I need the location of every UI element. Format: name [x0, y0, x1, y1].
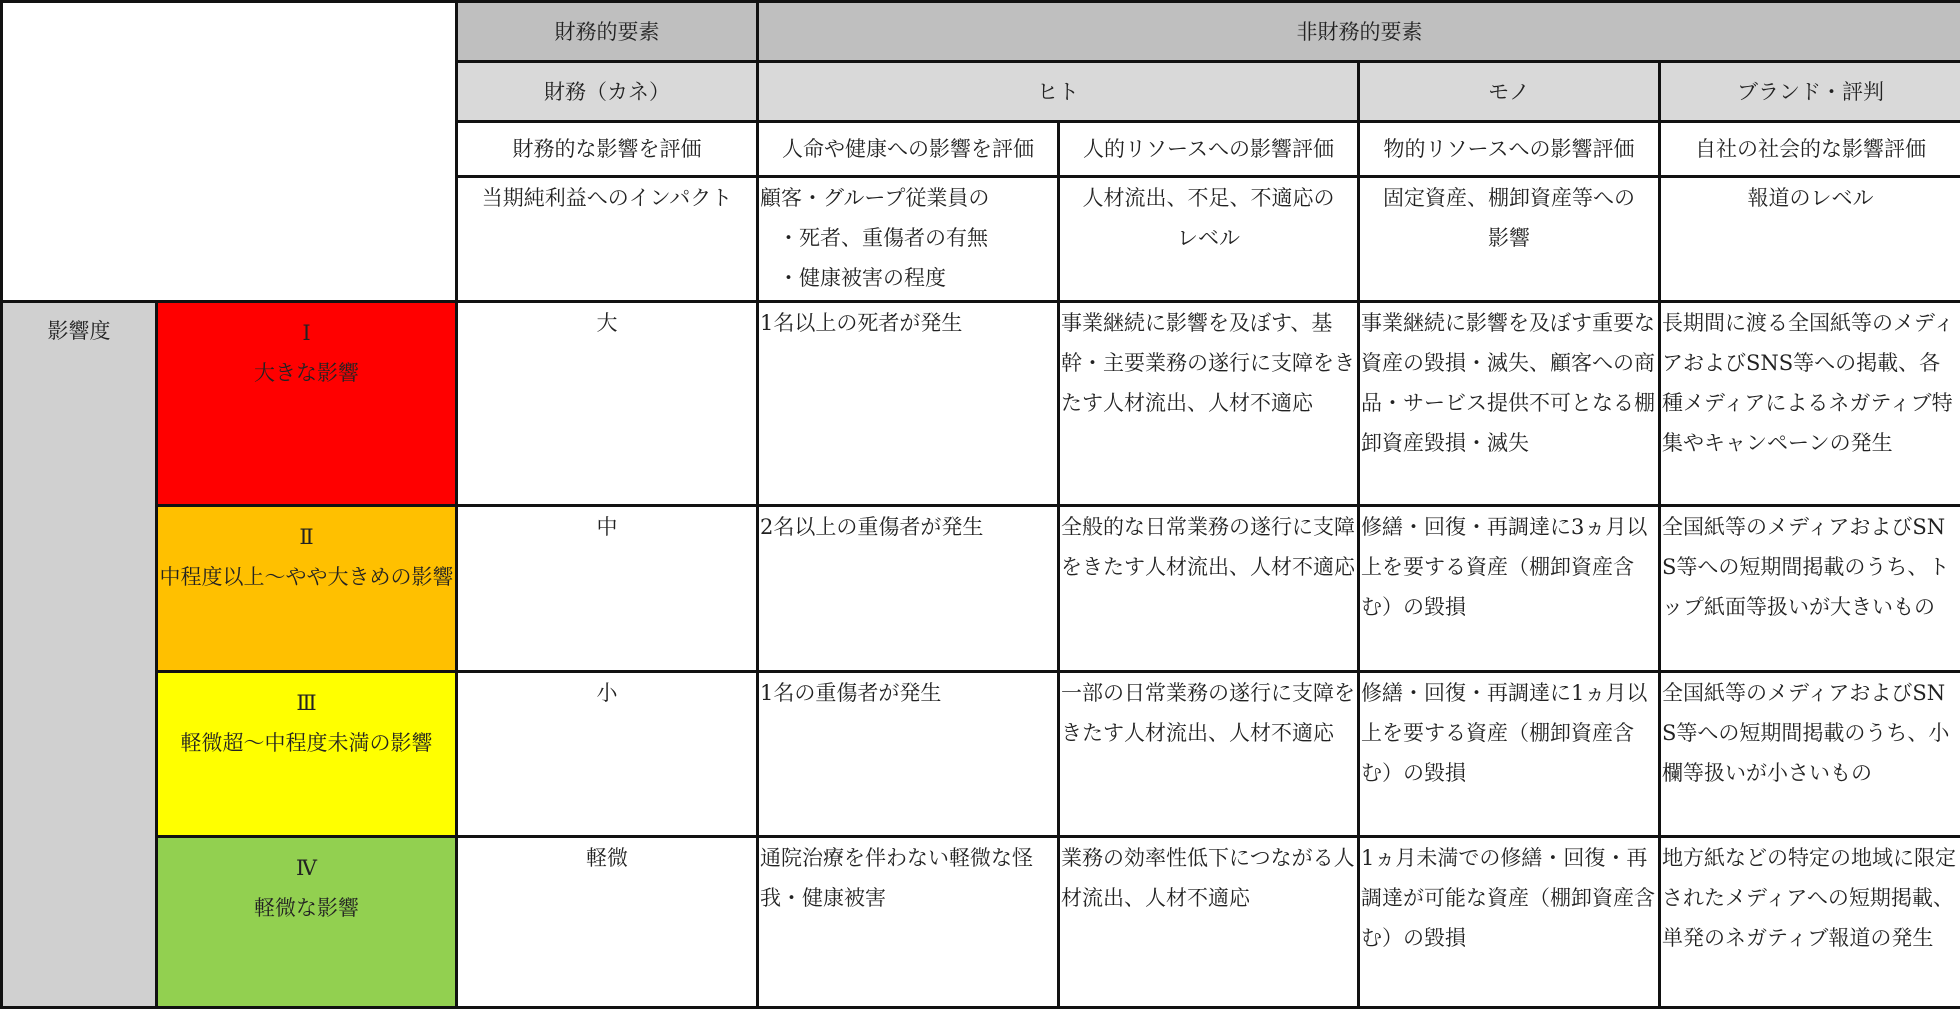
level-name: 軽微超～中程度未満の影響 — [159, 723, 454, 763]
level-3-hr: 一部の日常業務の遂行に支障をきたす人材流出、人材不適応 — [1059, 672, 1359, 837]
header-desc-social: 報道のレベル — [1660, 177, 1960, 302]
header-eval-financial: 財務的な影響を評価 — [457, 122, 758, 177]
level-2-cell — [157, 506, 457, 672]
header-eval-hr: 人的リソースへの影響評価 — [1059, 122, 1359, 177]
level-3-financial: 小 — [457, 672, 758, 837]
corner-cell — [2, 2, 457, 302]
desc-physical-line: 固定資産、棚卸資産等への — [1361, 178, 1657, 218]
header-nonfinancial-group: 非財務的要素 — [758, 2, 1960, 62]
level-name: 大きな影響 — [159, 353, 454, 393]
level-3-cell — [157, 672, 457, 837]
level-2-social: 全国紙等のメディアおよびSNS等への短期間掲載のうち、トップ紙面等扱いが大きいもの — [1660, 506, 1960, 672]
header-desc-life — [758, 177, 1059, 302]
level-numeral: Ⅳ — [159, 848, 454, 888]
level-3-life: 1名の重傷者が発生 — [758, 672, 1059, 837]
header-eval-social: 自社の社会的な影響評価 — [1660, 122, 1960, 177]
level-1-social: 長期間に渡る全国紙等のメディアおよびSNS等への掲載、各種メディアによるネガティブ特集やキャンペーンの発生 — [1660, 302, 1960, 506]
level-name: 軽微な影響 — [159, 888, 454, 928]
impact-label: 影響度 — [2, 302, 157, 1008]
header-financial-group: 財務的要素 — [457, 2, 758, 62]
level-4-physical: 1ヵ月未満での修繕・回復・再調達が可能な資産（棚卸資産含む）の毀損 — [1359, 837, 1660, 1008]
header-desc-hr — [1059, 177, 1359, 302]
header-eval-life: 人命や健康への影響を評価 — [758, 122, 1059, 177]
level-numeral: Ⅲ — [159, 683, 454, 723]
level-1-hr: 事業継続に影響を及ぼす、基幹・主要業務の遂行に支障をきたす人材流出、人材不適応 — [1059, 302, 1359, 506]
level-2-hr: 全般的な日常業務の遂行に支障をきたす人材流出、人材不適応 — [1059, 506, 1359, 672]
header-cat-things: モノ — [1359, 62, 1660, 122]
desc-hr-line: 人材流出、不足、不適応の — [1061, 178, 1356, 218]
header-cat-money: 財務（カネ） — [457, 62, 758, 122]
level-name: 中程度以上～やや大きめの影響 — [159, 557, 454, 597]
level-4-life: 通院治療を伴わない軽微な怪我・健康被害 — [758, 837, 1059, 1008]
level-1-physical: 事業継続に影響を及ぼす重要な資産の毀損・滅失、顧客への商品・サービス提供不可となる棚卸資産毀損・滅失 — [1359, 302, 1660, 506]
level-3-social: 全国紙等のメディアおよびSNS等への短期間掲載のうち、小欄等扱いが小さいもの — [1660, 672, 1960, 837]
header-cat-people: ヒト — [758, 62, 1359, 122]
level-1-cell — [157, 302, 457, 506]
level-2-life: 2名以上の重傷者が発生 — [758, 506, 1059, 672]
level-4-hr: 業務の効率性低下につながる人材流出、人材不適応 — [1059, 837, 1359, 1008]
level-numeral: Ⅰ — [159, 313, 454, 353]
desc-life-line: ・健康被害の程度 — [760, 258, 1056, 298]
level-4-financial: 軽微 — [457, 837, 758, 1008]
level-4-cell — [157, 837, 457, 1008]
header-desc-physical — [1359, 177, 1660, 302]
header-desc-financial: 当期純利益へのインパクト — [457, 177, 758, 302]
level-1-financial: 大 — [457, 302, 758, 506]
level-2-physical: 修繕・回復・再調達に3ヵ月以上を要する資産（棚卸資産含む）の毀損 — [1359, 506, 1660, 672]
desc-hr-line: レベル — [1061, 218, 1356, 258]
level-3-physical: 修繕・回復・再調達に1ヵ月以上を要する資産（棚卸資産含む）の毀損 — [1359, 672, 1660, 837]
header-cat-brand: ブランド・評判 — [1660, 62, 1960, 122]
level-numeral: Ⅱ — [159, 517, 454, 557]
desc-physical-line: 影響 — [1361, 218, 1657, 258]
desc-life-line: 顧客・グループ従業員の — [760, 186, 989, 210]
level-4-social: 地方紙などの特定の地域に限定されたメディアへの短期掲載、単発のネガティブ報道の発生 — [1660, 837, 1960, 1008]
level-2-financial: 中 — [457, 506, 758, 672]
desc-life-line: ・死者、重傷者の有無 — [760, 218, 1056, 258]
header-eval-physical: 物的リソースへの影響評価 — [1359, 122, 1660, 177]
level-1-life: 1名以上の死者が発生 — [758, 302, 1059, 506]
